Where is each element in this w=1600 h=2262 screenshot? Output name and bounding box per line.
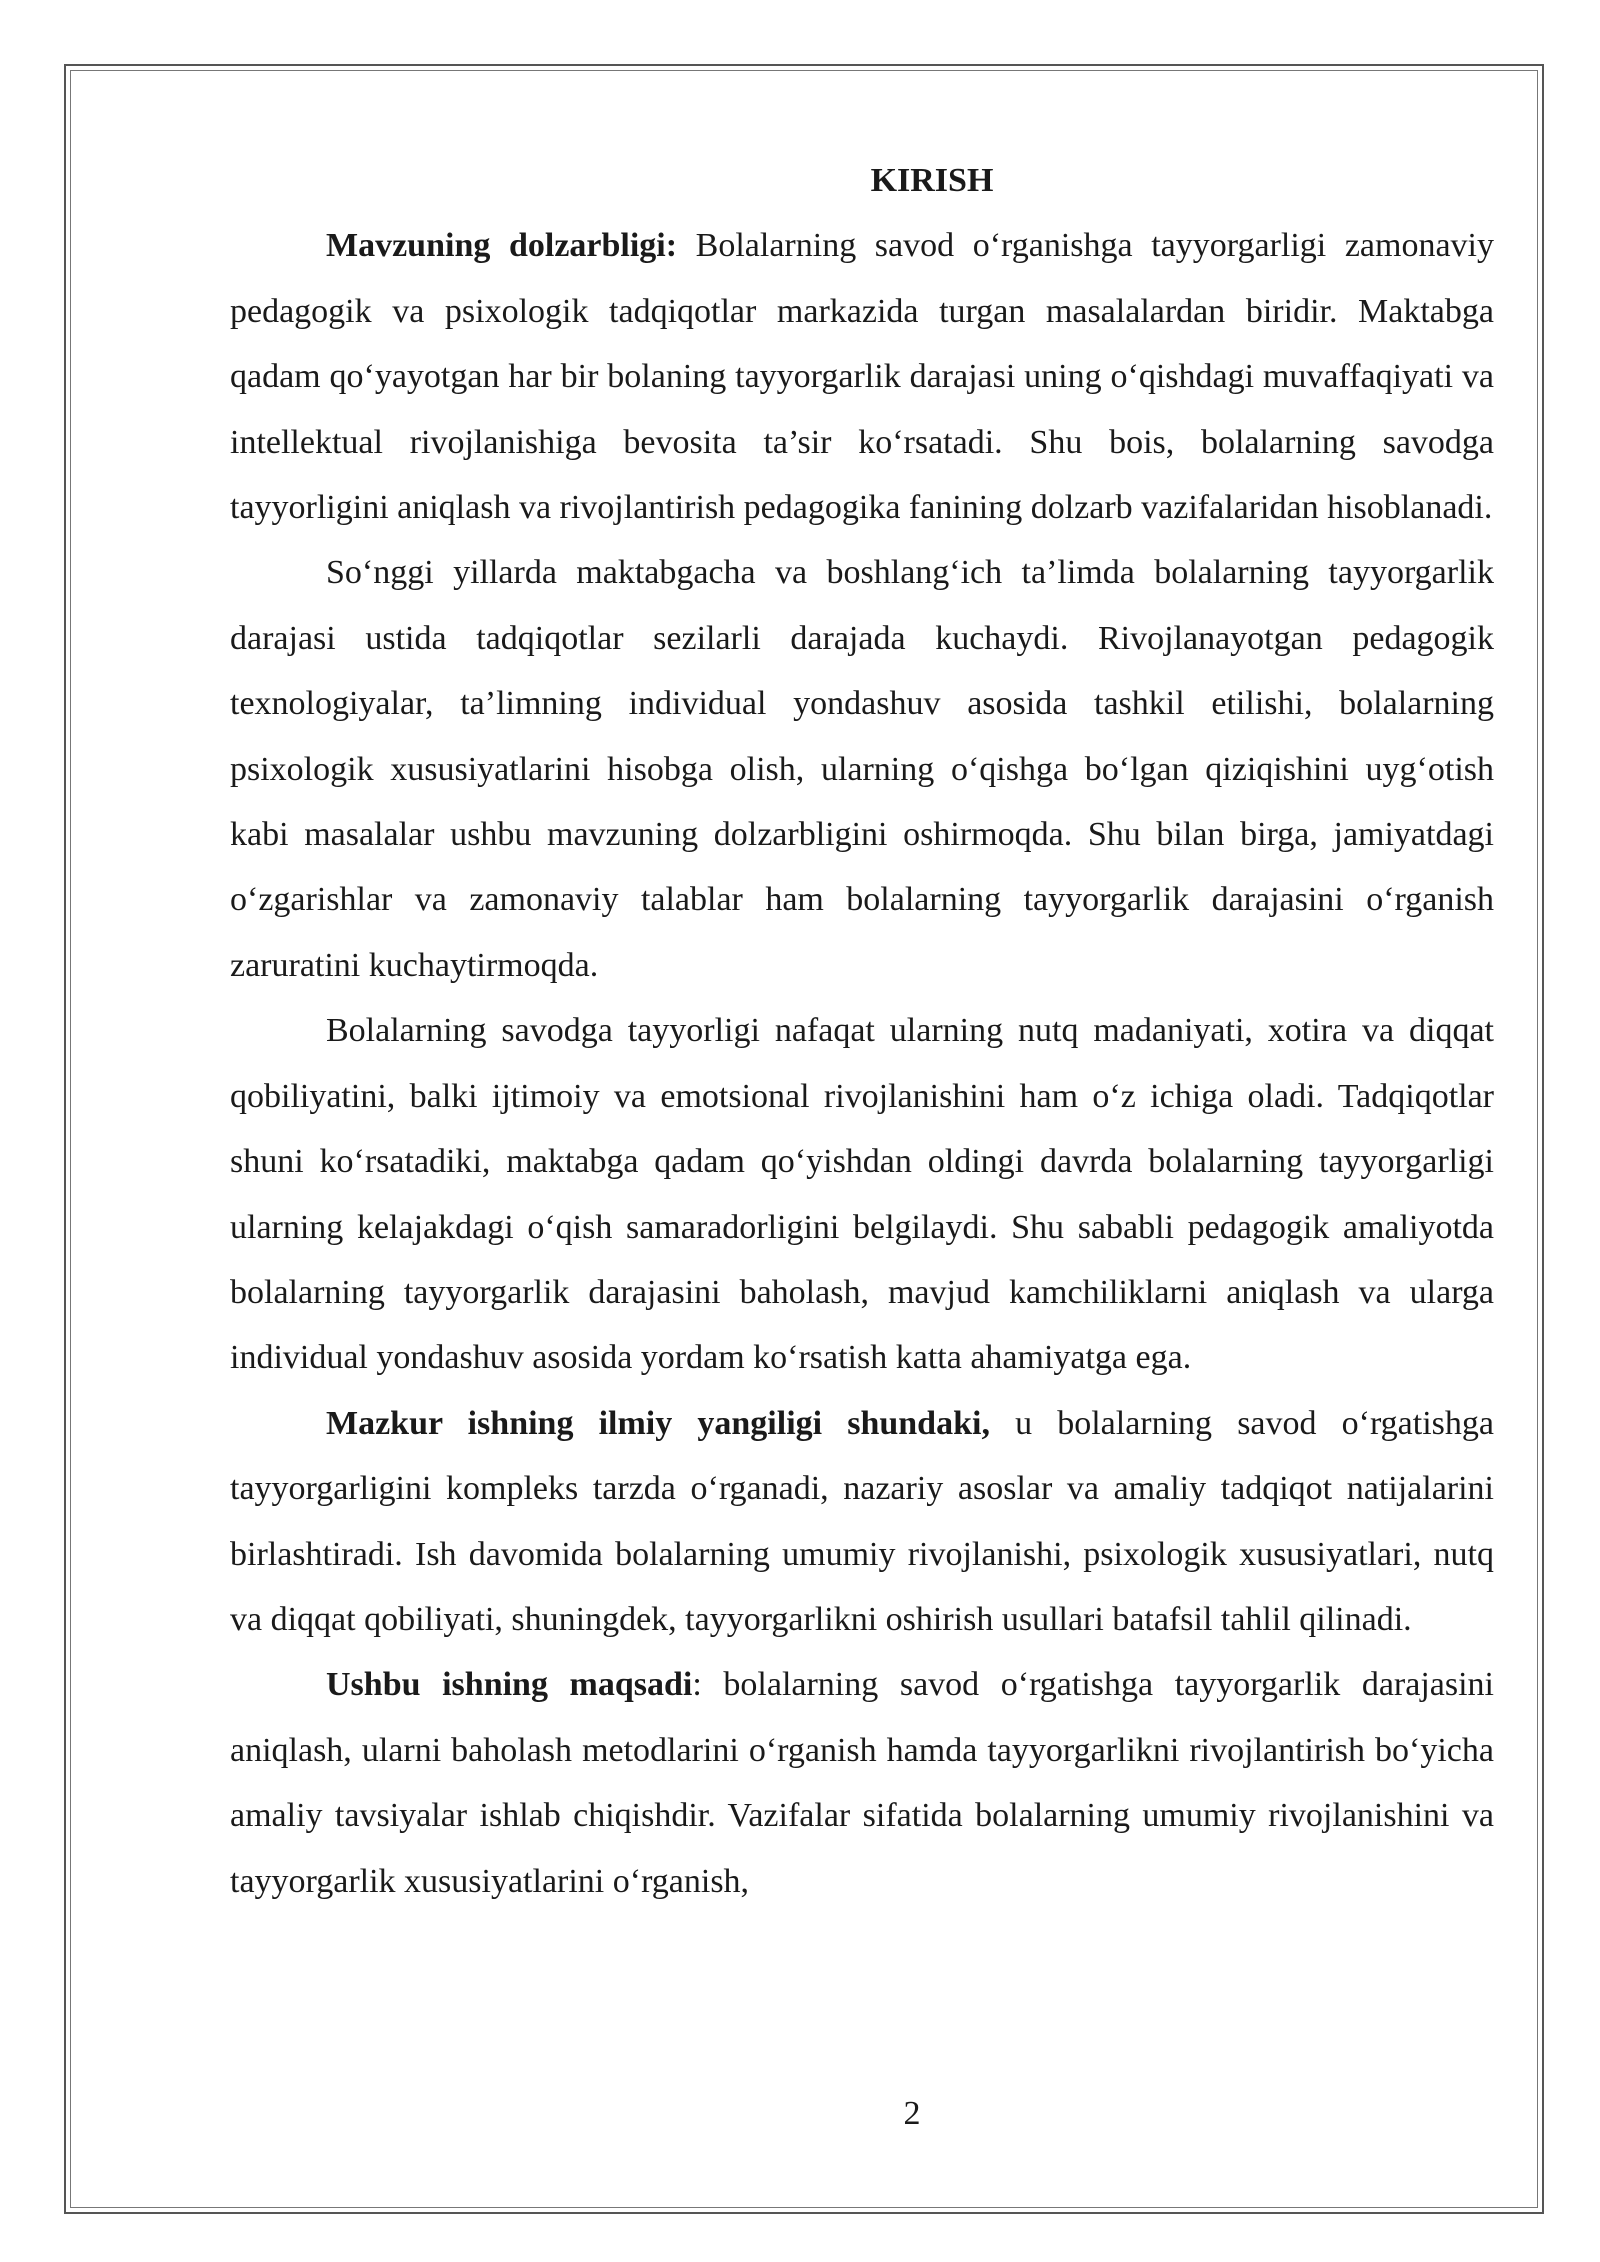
document-body — [230, 148, 1494, 1914]
paragraph-recent-years — [230, 540, 1494, 998]
paragraph-lead: Ushbu ishning maqsadi — [326, 1666, 693, 1704]
paragraph-text: : bolalarning savod o‘rgatishga tayyorgarlik darajasini aniqlash, ularni baholash metodlarini o‘rganish hamda tayyorgarlikni rivojlantirish bo‘yicha amaliy tavsiyalar ishlab chiqishdir. Vazifalar sifatida bolalarning umumiy rivojlanishini va tayyorgarlik xususiyatlarini o‘rganish, — [230, 1666, 1494, 1900]
paragraph-text: Bolalarning savodga tayyorligi nafaqat ularning nutq madaniyati, xotira va diqqat qobiliyatini, balki ijtimoiy va emotsional rivojlanishini ham o‘z ichiga oladi. Tadqiqotlar shuni ko‘rsatadiki, maktabga qadam qo‘yishdan oldingi davrda bolalarning tayyorgarligi ularning kelajakdagi o‘qish samaradorligini belgilaydi. Shu sababli pedagogik amaliyotda bolalarning tayyorgarlik darajasini baholash, mavjud kamchiliklarni aniqlash va ularga individual yondashuv asosida yordam ko‘rsatish katta ahamiyatga ega. — [230, 1012, 1494, 1377]
paragraph-novelty — [230, 1391, 1494, 1653]
paragraph-lead: Mavzuning dolzarbligi: — [326, 227, 678, 265]
paragraph-lead: Mazkur ishning ilmiy yangiligi shundaki, — [326, 1404, 990, 1442]
page-number: 2 — [903, 2095, 921, 2132]
paragraph-text: Bolalarning savod o‘rganishga tayyorgarligi zamonaviy pedagogik va psixologik tadqiqotlar markazida turgan masalalardan biridir. Maktabga qadam qo‘yayotgan har bir bolaning tayyorgarlik darajasi uning o‘qishdagi muvaffaqiyati va intellektual rivojlanishiga bevosita ta’sir ko‘rsatadi. Shu bois, bolalarning savodga tayyorligini aniqlash va rivojlantirish pedagogika fanining dolzarb vazifalaridan hisoblanadi. — [230, 227, 1494, 527]
paragraph-readiness — [230, 998, 1494, 1390]
paragraph-text: So‘nggi yillarda maktabgacha va boshlang‘ich ta’limda bolalarning tayyorgarlik darajasi ustida tadqiqotlar sezilarli darajada kuchaydi. Rivojlanayotgan pedagogik texnologiyalar, ta’limning individual yondashuv asosida tashkil etilishi, bolalarning psixologik xususiyatlarini hisobga olish, ularning o‘qishga bo‘lgan qiziqishini uyg‘otish kabi masalalar ushbu mavzuning dolzarbligini oshirmoqda. Shu bilan birga, jamiyatdagi o‘zgarishlar va zamonaviy talablar ham bolalarning tayyorgarlik darajasini o‘rganish zaruratini kuchaytirmoqda. — [230, 554, 1494, 984]
section-heading: KIRISH — [870, 162, 994, 199]
paragraph-goal — [230, 1652, 1494, 1914]
paragraph-relevance — [230, 213, 1494, 540]
paragraph-text: u bolalarning savod o‘rgatishga tayyorgarligini kompleks tarzda o‘rganadi, nazariy asoslar va amaliy tadqiqot natijalarini birlashtiradi. Ish davomida bolalarning umumiy rivojlanishi, psixologik xususiyatlari, nutq va diqqat qobiliyati, shuningdek, tayyorgarlikni oshirish usullari batafsil tahlil qilinadi. — [230, 1404, 1494, 1638]
